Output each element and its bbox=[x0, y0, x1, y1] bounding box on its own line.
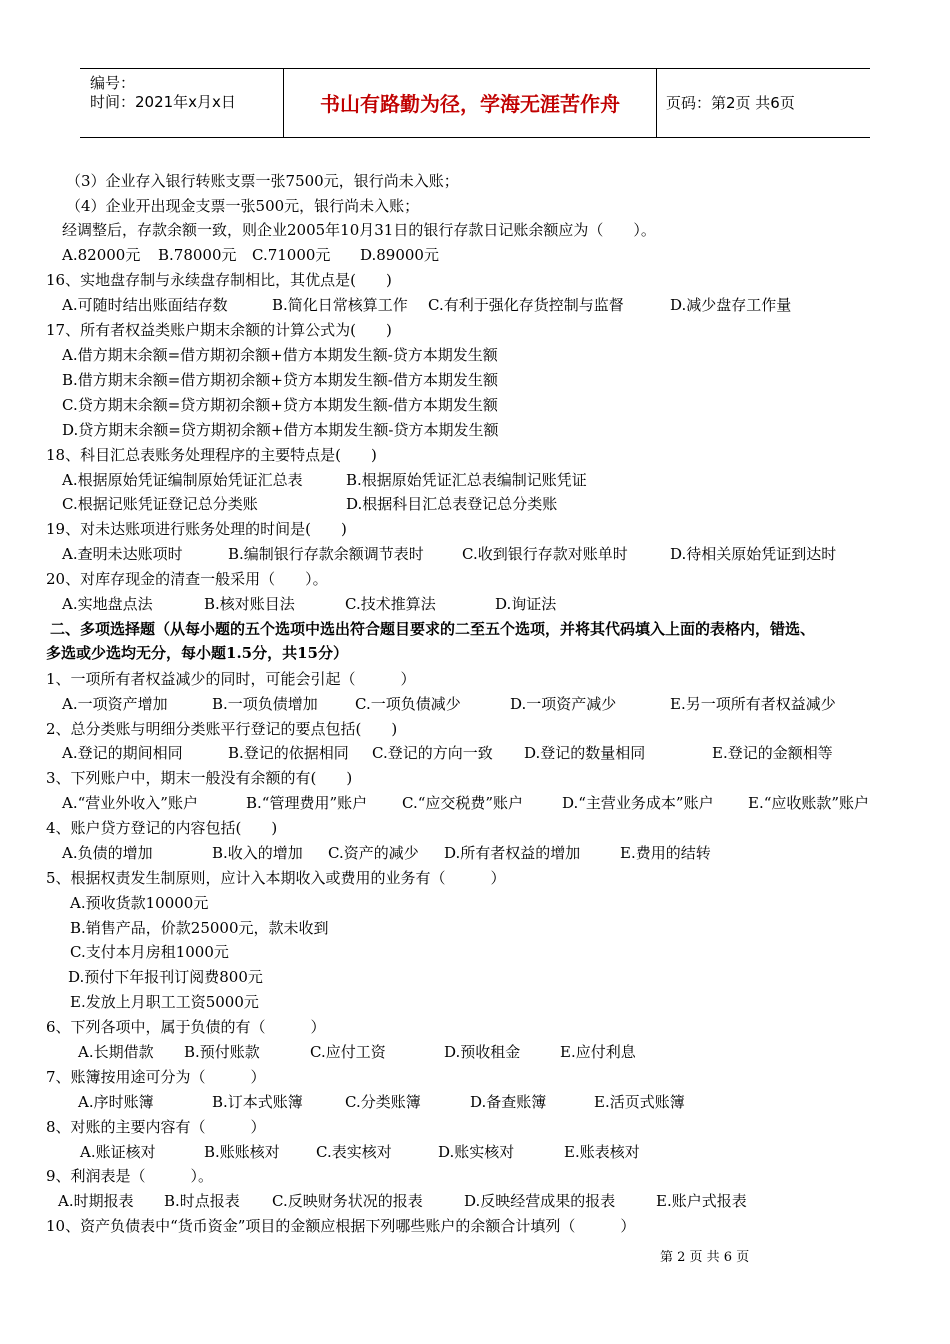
answer-option: B.78000元 bbox=[158, 246, 237, 264]
answer-option: A.账证核对 bbox=[80, 1143, 156, 1161]
answer-option: A.查明未达账项时 bbox=[62, 545, 183, 563]
answer-option: E.另一项所有者权益减少 bbox=[670, 695, 836, 713]
answer-option: D.反映经营成果的报表 bbox=[464, 1192, 616, 1210]
answer-option: B.时点报表 bbox=[164, 1192, 240, 1210]
answer-option: C.分类账簿 bbox=[345, 1093, 421, 1111]
question-text: D.贷方期末余额=贷方期初余额+借方本期发生额-贷方本期发生额 bbox=[62, 421, 499, 439]
answer-option: D.一项资产减少 bbox=[510, 695, 617, 713]
answer-option: A.时期报表 bbox=[58, 1192, 134, 1210]
question-text: 8、对账的主要内容有（ ） bbox=[46, 1118, 266, 1136]
answer-option: B.账账核对 bbox=[204, 1143, 280, 1161]
answer-option: C.反映财务状况的报表 bbox=[272, 1192, 423, 1210]
header-motto: 书山有路勤为径，学海无涯苦作舟 bbox=[320, 92, 620, 116]
question-text: 3、下列账户中，期末一般没有余额的有( ) bbox=[46, 769, 353, 787]
question-text: 4、账户贷方登记的内容包括( ) bbox=[46, 819, 278, 837]
answer-option: B.“管理费用”账户 bbox=[246, 794, 368, 812]
answer-option: A.序时账簿 bbox=[78, 1093, 154, 1111]
answer-option: D.询证法 bbox=[495, 595, 557, 613]
answer-option: D.根据科目汇总表登记总分类账 bbox=[346, 495, 558, 513]
document-number-label: 编号： bbox=[90, 74, 136, 92]
answer-option: D.待相关原始凭证到达时 bbox=[670, 545, 837, 563]
question-text: 6、下列各项中，属于负债的有（ ） bbox=[46, 1018, 326, 1036]
header-page-cell bbox=[656, 69, 870, 137]
answer-option: A.实地盘点法 bbox=[62, 595, 153, 613]
question-text: 18、科目汇总表账务处理程序的主要特点是( ) bbox=[46, 446, 377, 464]
answer-option: E.活页式账簿 bbox=[594, 1093, 685, 1111]
answer-option: D.所有者权益的增加 bbox=[444, 844, 581, 862]
question-text: 20、对库存现金的清查一般采用（ ）。 bbox=[46, 570, 328, 588]
answer-option: C.根据记账凭证登记总分类账 bbox=[62, 495, 258, 513]
answer-option: E.应付利息 bbox=[560, 1043, 636, 1061]
answer-option: C.“应交税费”账户 bbox=[402, 794, 524, 812]
answer-option: B.编制银行存款余额调节表时 bbox=[228, 545, 424, 563]
section-heading: 多选或少选均无分，每小题1.5分，共15分） bbox=[46, 644, 348, 662]
answer-option: E.账户式报表 bbox=[656, 1192, 747, 1210]
answer-option: E.费用的结转 bbox=[620, 844, 711, 862]
question-text: （3）企业存入银行转账支票一张7500元，银行尚未入账； bbox=[66, 172, 459, 190]
answer-option: A.长期借款 bbox=[78, 1043, 154, 1061]
answer-option: D.预收租金 bbox=[444, 1043, 521, 1061]
answer-option: C.一项负债减少 bbox=[355, 695, 461, 713]
section-heading: 二、多项选择题（从每小题的五个选项中选出符合题目要求的二至五个选项，并将其代码填入上面的表格内，错选、 bbox=[50, 620, 816, 638]
answer-option: A.82000元 bbox=[62, 246, 141, 264]
question-text: C.支付本月房租1000元 bbox=[70, 943, 229, 961]
answer-option: A.登记的期间相同 bbox=[62, 744, 183, 762]
question-text: 16、实地盘存制与永续盘存制相比，其优点是( ) bbox=[46, 271, 392, 289]
question-text: 17、所有者权益类账户期末余额的计算公式为( ) bbox=[46, 321, 392, 339]
question-text: B.销售产品，价款25000元，款未收到 bbox=[70, 919, 329, 937]
answer-option: D.账实核对 bbox=[438, 1143, 515, 1161]
question-text: 经调整后，存款余额一致，则企业2005年10月31日的银行存款日记账余额应为（ ）。 bbox=[62, 221, 656, 239]
answer-option: C.资产的减少 bbox=[328, 844, 419, 862]
answer-option: C.登记的方向一致 bbox=[372, 744, 493, 762]
answer-option: D.减少盘存工作量 bbox=[670, 296, 792, 314]
question-text: A.预收货款10000元 bbox=[70, 894, 209, 912]
answer-option: C.71000元 bbox=[252, 246, 331, 264]
answer-option: C.收到银行存款对账单时 bbox=[462, 545, 628, 563]
answer-option: E.“应收账款”账户 bbox=[748, 794, 870, 812]
question-text: 2、总分类账与明细分类账平行登记的要点包括( ) bbox=[46, 720, 398, 738]
question-text: 1、一项所有者权益减少的同时，可能会引起（ ） bbox=[46, 670, 416, 688]
answer-option: E.登记的金额相等 bbox=[712, 744, 833, 762]
question-text: C.贷方期末余额=贷方期初余额+贷方本期发生额-借方本期发生额 bbox=[62, 396, 498, 414]
answer-option: B.预付账款 bbox=[184, 1043, 260, 1061]
answer-option: B.一项负债增加 bbox=[212, 695, 318, 713]
question-text: 10、资产负债表中“货币资金”项目的金额应根据下列哪些账户的余额合计填列（ ） bbox=[46, 1217, 636, 1235]
question-text: 5、根据权责发生制原则，应计入本期收入或费用的业务有（ ） bbox=[46, 869, 506, 887]
answer-option: A.“营业外收入”账户 bbox=[62, 794, 198, 812]
document-header bbox=[80, 68, 870, 138]
page-footer: 第 2 页 共 6 页 bbox=[660, 1250, 750, 1265]
header-page-info: 页码：第2页 共6页 bbox=[666, 94, 795, 112]
question-text: 9、利润表是（ ）。 bbox=[46, 1167, 214, 1185]
question-text: B.借方期末余额=借方期初余额+贷方本期发生额-借方本期发生额 bbox=[62, 371, 498, 389]
answer-option: C.应付工资 bbox=[310, 1043, 386, 1061]
answer-option: B.核对账目法 bbox=[204, 595, 295, 613]
answer-option: B.订本式账簿 bbox=[212, 1093, 303, 1111]
question-text: 7、账簿按用途可分为（ ） bbox=[46, 1068, 266, 1086]
answer-option: A.可随时结出账面结存数 bbox=[62, 296, 228, 314]
answer-option: C.技术推算法 bbox=[345, 595, 436, 613]
question-text: D.预付下年报刊订阅费800元 bbox=[68, 968, 263, 986]
question-text: E.发放上月职工工资5000元 bbox=[70, 993, 259, 1011]
answer-option: C.表实核对 bbox=[316, 1143, 392, 1161]
answer-option: B.根据原始凭证汇总表编制记账凭证 bbox=[346, 471, 587, 489]
answer-option: B.收入的增加 bbox=[212, 844, 303, 862]
answer-option: B.简化日常核算工作 bbox=[272, 296, 408, 314]
answer-option: A.一项资产增加 bbox=[62, 695, 168, 713]
document-date: 时间：2021年x月x日 bbox=[90, 93, 236, 111]
answer-option: A.负债的增加 bbox=[62, 844, 153, 862]
answer-option: A.根据原始凭证编制原始凭证汇总表 bbox=[62, 471, 303, 489]
answer-option: D.备查账簿 bbox=[470, 1093, 547, 1111]
header-info-cell bbox=[80, 69, 283, 137]
answer-option: B.登记的依据相同 bbox=[228, 744, 349, 762]
answer-option: D.“主营业务成本”账户 bbox=[562, 794, 714, 812]
answer-option: D.登记的数量相同 bbox=[524, 744, 646, 762]
answer-option: E.账表核对 bbox=[564, 1143, 640, 1161]
header-motto-cell bbox=[283, 69, 657, 137]
question-text: A.借方期末余额=借方期初余额+借方本期发生额-贷方本期发生额 bbox=[62, 346, 498, 364]
question-text: （4）企业开出现金支票一张500元，银行尚未入账； bbox=[66, 197, 420, 215]
question-text: 19、对未达账项进行账务处理的时间是( ) bbox=[46, 520, 347, 538]
answer-option: D.89000元 bbox=[360, 246, 439, 264]
answer-option: C.有利于强化存货控制与监督 bbox=[428, 296, 624, 314]
